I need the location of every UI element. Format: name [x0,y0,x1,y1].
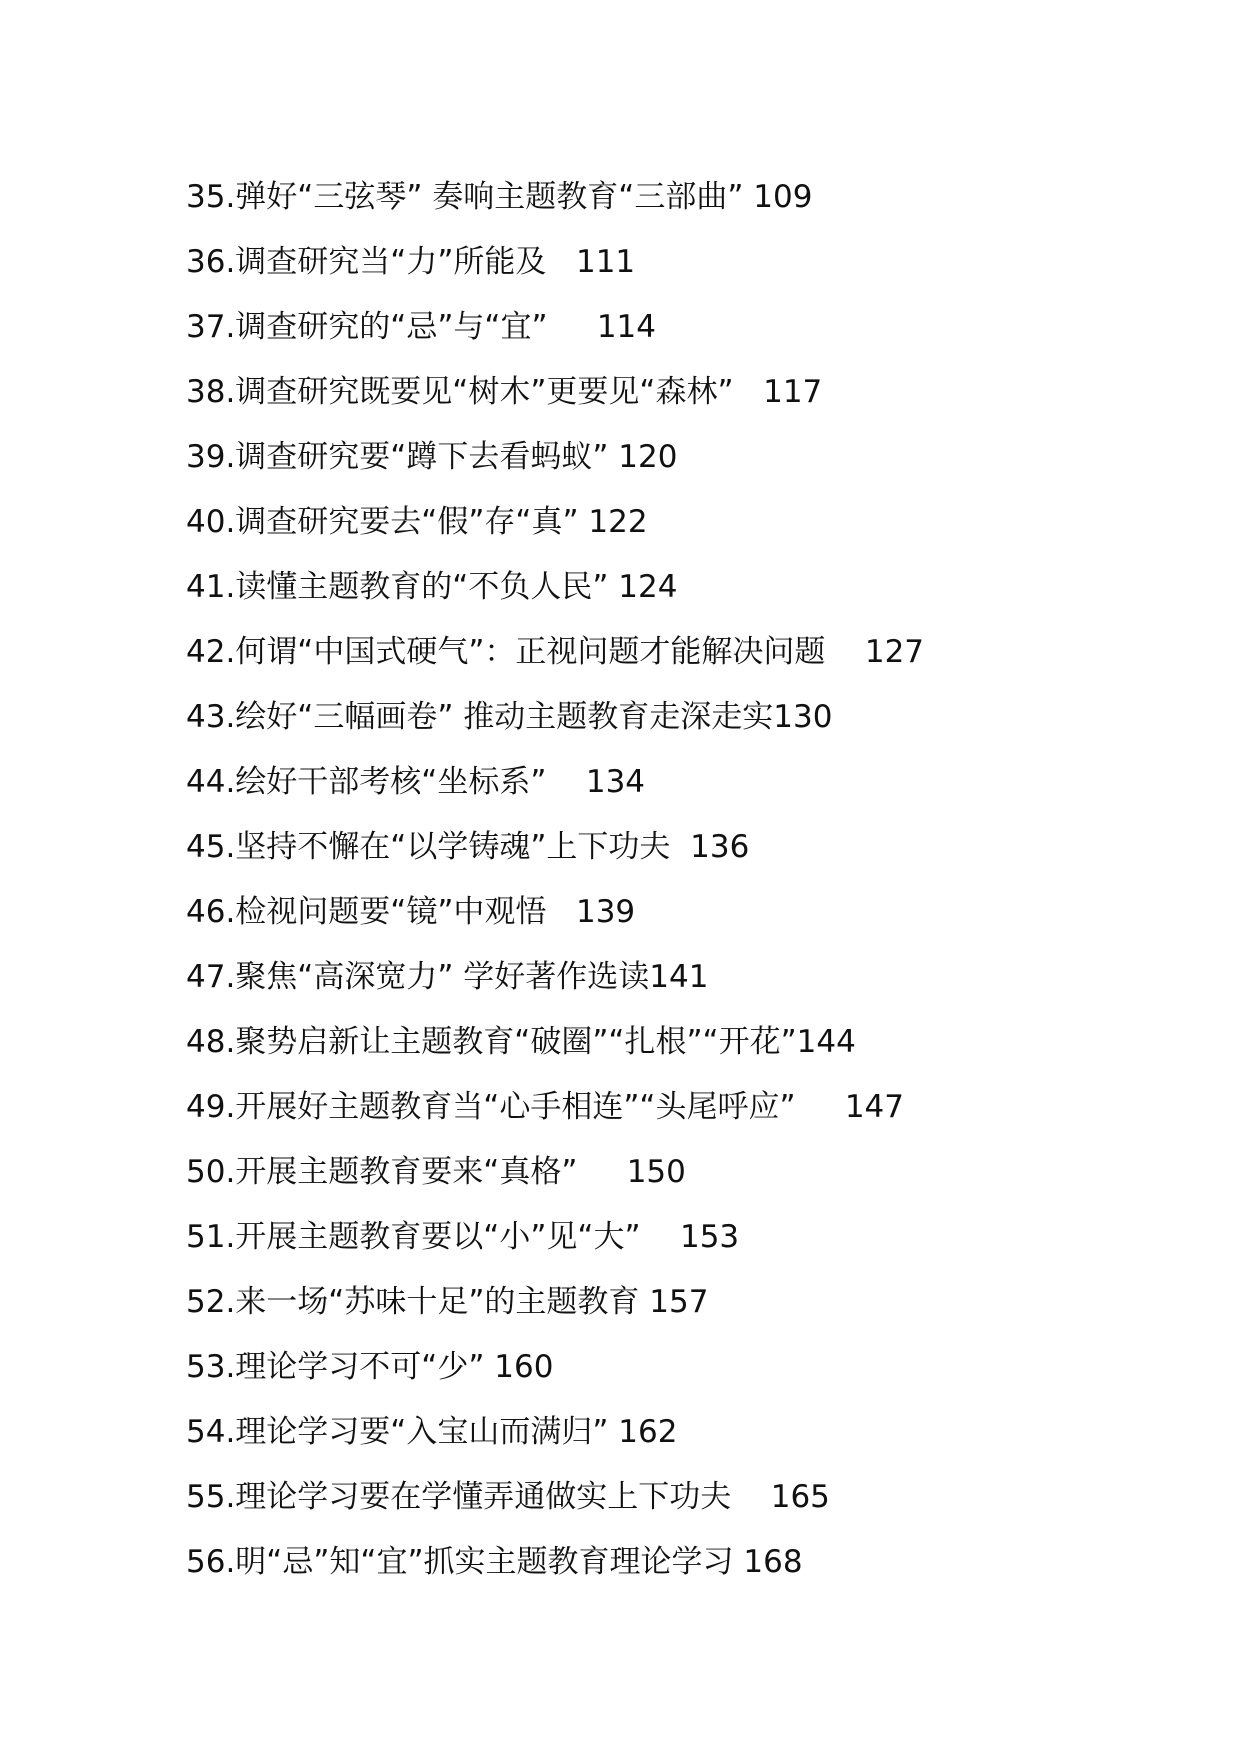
toc-entry[interactable] [186,1538,1066,1603]
toc-entry-gap [731,1479,770,1515]
toc-entry-page: 136 [690,829,750,865]
toc-entry-gap [641,1219,680,1255]
toc-entry-page: 109 [753,179,813,215]
toc-entry-page: 117 [763,374,823,410]
toc-entry-page: 160 [494,1349,554,1385]
toc-entry[interactable] [186,1408,1066,1473]
toc-entry-title: 49.开展好主题教育当“心手相连”“头尾呼应” [186,1089,796,1125]
toc-entry[interactable] [186,823,1066,888]
toc-entry[interactable] [186,563,1066,628]
toc-entry-gap [577,1154,626,1190]
toc-entry-title: 36.调查研究当“力”所能及 [186,244,547,280]
toc-entry[interactable] [186,693,1066,758]
toc-entry-page: 139 [575,894,636,930]
toc-entry-title: 37.调查研究的“忌”与“宜” [186,309,548,345]
toc-entry-page: 157 [649,1284,709,1320]
toc-entry-page: 144 [796,1024,856,1060]
toc-entry-title: 41.读懂主题教育的“不负人民” [186,569,609,605]
toc-entry-title: 40.调查研究要去“假”存“真” [186,504,579,540]
toc-entry[interactable] [186,238,1066,303]
toc-entry[interactable] [186,303,1066,368]
toc-entry[interactable] [186,953,1066,1018]
toc-entry-page: 141 [649,959,709,995]
toc-entry-gap [796,1089,845,1125]
toc-entry-page: 150 [626,1154,686,1190]
toc-entry-gap [608,569,618,605]
toc-entry[interactable] [186,1148,1066,1213]
toc-entry-gap [670,829,690,865]
toc-entry[interactable] [186,1473,1066,1538]
toc-entry[interactable] [186,498,1066,563]
toc-entry-title: 50.开展主题教育要来“真格” [186,1154,578,1190]
toc-entry-title: 51.开展主题教育要以“小”见“大” [186,1219,641,1255]
toc-entry[interactable] [186,1213,1066,1278]
toc-entry-page: 124 [618,569,678,605]
toc-entry-title: 47.聚焦“高深宽力” 学好著作选读 [186,959,650,995]
toc-entry[interactable] [186,368,1066,433]
toc-entry-gap [825,634,864,670]
toc-entry-title: 44.绘好干部考核“坐标系” [186,764,547,800]
toc-entry-gap [743,179,753,215]
toc-entry-title: 56.明“忌”知“宜”抓实主题教育理论学习 [186,1544,734,1580]
toc-entry-page: 162 [618,1414,678,1450]
toc-entry-title: 43.绘好“三幅画卷” 推动主题教育走深走实 [186,699,774,735]
toc-entry-gap [734,374,764,410]
toc-entry-gap [579,504,589,540]
toc-entry-gap [548,309,597,345]
toc-entry-title: 42.何谓“中国式硬气”：正视问题才能解决问题 [186,634,826,670]
toc-entry-title: 53.理论学习不可“少” [186,1349,485,1385]
toc-entry-page: 130 [773,699,833,735]
toc-entry-title: 55.理论学习要在学懂弄通做实上下功夫 [186,1479,732,1515]
toc-entry-page: 168 [743,1544,803,1580]
toc-entry-page: 114 [596,309,656,345]
toc-entry-gap [734,1544,744,1580]
toc-entry-page: 111 [575,244,636,280]
toc-entry[interactable] [186,628,1066,693]
toc-entry[interactable] [186,1083,1066,1148]
toc-entry-page: 120 [618,439,678,475]
toc-entry-title: 48.聚势启新让主题教育“破圈”“扎根”“开花” [186,1024,797,1060]
toc-entry-gap [484,1349,494,1385]
toc-entry-gap [639,1284,649,1320]
table-of-contents [186,173,1066,1603]
toc-entry-page: 122 [588,504,648,540]
toc-entry-page: 127 [864,634,925,670]
toc-entry[interactable] [186,1278,1066,1343]
toc-entry-title: 45.坚持不懈在“以学铸魂”上下功夫 [186,829,671,865]
toc-entry[interactable] [186,1018,1066,1083]
toc-entry-gap [546,894,576,930]
toc-entry-title: 46.检视问题要“镜”中观悟 [186,894,547,930]
toc-entry-page: 147 [844,1089,904,1125]
toc-entry[interactable] [186,173,1066,238]
toc-entry-page: 153 [679,1219,740,1255]
toc-entry-title: 52.来一场“苏味十足”的主题教育 [186,1284,640,1320]
toc-entry[interactable] [186,888,1066,953]
toc-entry-title: 54.理论学习要“入宝山而满归” [186,1414,609,1450]
toc-entry-title: 38.调查研究既要见“树木”更要见“森林” [186,374,734,410]
toc-entry[interactable] [186,433,1066,498]
toc-entry-gap [608,1414,618,1450]
toc-entry-gap [608,439,618,475]
toc-entry-title: 35.弹好“三弦琴” 奏响主题教育“三部曲” [186,179,744,215]
toc-entry-gap [546,244,576,280]
toc-entry[interactable] [186,758,1066,823]
toc-entry[interactable] [186,1343,1066,1408]
toc-entry-title: 39.调查研究要“蹲下去看蚂蚁” [186,439,609,475]
toc-entry-gap [546,764,585,800]
toc-entry-page: 134 [585,764,646,800]
toc-entry-page: 165 [770,1479,830,1515]
